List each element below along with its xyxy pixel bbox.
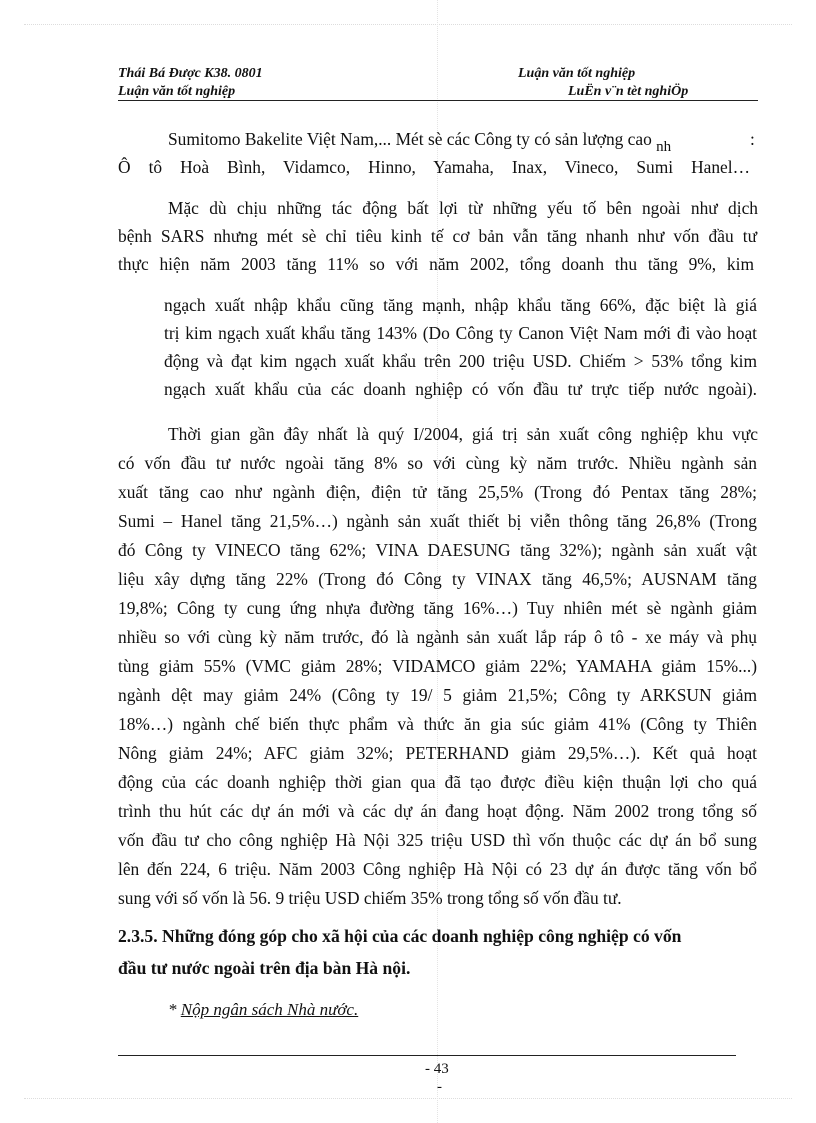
body-line-7: trị kim ngạch xuất khẩu tăng 143% (Do Công ty Canon Việt Nam mới đi vào hoạt bbox=[164, 323, 757, 343]
body-line-20: 18%…) ngành chế biến thực phẩm và thức ăn gia súc giảm 41% (Công ty Thiên bbox=[118, 714, 757, 734]
body-line-3: Mặc dù chịu những tác động bất lợi từ những yếu tố bên ngoài như dịch bbox=[168, 198, 758, 218]
page-number-dash: - bbox=[437, 1079, 442, 1095]
subheading bbox=[168, 1000, 358, 1020]
body-line-19: ngành dệt may giảm 24% (Công ty 19/ 5 giảm 21,5%; Công ty ARKSUN giảm bbox=[118, 685, 757, 705]
body-line-9: ngạch xuất khẩu của các doanh nghiệp có vốn đầu tư trực tiếp nước ngoài). bbox=[164, 379, 757, 399]
header-title-secondary: Luận văn tốt nghiệp bbox=[118, 84, 236, 99]
body-line-10: Thời gian gần đây nhất là quý I/2004, giá trị sản xuất công nghiệp khu vực bbox=[168, 424, 758, 444]
body-line-1: Sumitomo Bakelite Việt Nam,... Mét sè các Công ty có sản lượng cao nh bbox=[168, 129, 672, 155]
body-line-24: vốn đầu tư cho công nghiệp Hà Nội 325 triệu USD thì vốn thuộc các dự án bổ sung bbox=[118, 830, 757, 850]
body-line-4: bệnh SARS nhưng mét sè chỉ tiêu kinh tế cơ bản vẫn tăng nhanh như vốn đầu tư bbox=[118, 226, 757, 246]
body-line-5: thực hiện năm 2003 tăng 11% so với năm 2002, tổng doanh thu tăng 9%, kim bbox=[118, 254, 754, 274]
body-line-6: ngạch xuất nhập khẩu cũng tăng mạnh, nhập khẩu tăng 66%, đặc biệt là giá bbox=[164, 295, 757, 315]
body-line-25: lên đến 224, 6 triệu. Năm 2003 Công nghiệp Hà Nội có 23 dự án được tăng vốn bổ bbox=[118, 859, 757, 879]
header-title-garbled: LuËn v¨n tèt nghiÖp bbox=[568, 84, 689, 99]
header-author: Thái Bá Được K38. 0801 bbox=[118, 66, 263, 81]
body-line-16: 19,8%; Công ty cung ứng nhựa đường tăng 16%…) Tuy nhiên mét sè ngành giảm bbox=[118, 598, 757, 618]
body-line-21: Nông giảm 24%; AFC giảm 32%; PETERHAND giảm 29,5%…). Kết quả hoạt bbox=[118, 743, 757, 763]
page-number: - 43 bbox=[425, 1061, 449, 1077]
body-line-23: trình thu hút các dự án mới và các dự án đang hoạt động. Năm 2002 trong tổng số bbox=[118, 801, 757, 821]
section-heading-line-1: 2.3.5. Những đóng góp cho xã hội của các doanh nghiệp công nghiệp có vốn bbox=[118, 926, 682, 946]
body-line-2: Ô tô Hoà Bình, Vidamco, Hinno, Yamaha, Inax, Vineco, Sumi Hanel… bbox=[118, 157, 750, 177]
superscript-fragment: nh bbox=[656, 139, 672, 155]
body-line-26: sung với số vốn là 56. 9 triệu USD chiếm 35% trong tổng số vốn đầu tư. bbox=[118, 888, 622, 908]
body-line-15: liệu xây dựng tăng 22% (Trong đó Công ty VINAX tăng 46,5%; AUSNAM tăng bbox=[118, 569, 757, 589]
body-line-18: tùng giảm 55% (VMC giảm 28%; VIDAMCO giảm 22%; YAMAHA giảm 15%...) bbox=[118, 656, 757, 676]
section-heading-line-2: đầu tư nước ngoài trên địa bàn Hà nội. bbox=[118, 958, 411, 978]
body-line-22: động của các doanh nghiệp thời gian qua đã tạo được điều kiện thuận lợi cho quá bbox=[118, 772, 757, 792]
bottom-dotted-guide bbox=[24, 1098, 792, 1099]
body-line-13: Sumi – Hanel tăng 21,5%…) ngành sản xuất thiết bị viễn thông tăng 26,8% (Trong bbox=[118, 511, 757, 531]
footer-rule bbox=[118, 1055, 736, 1056]
header-rule bbox=[118, 100, 758, 101]
header-title: Luận văn tốt nghiệp bbox=[518, 66, 636, 81]
bullet-asterisk: * bbox=[168, 1000, 177, 1019]
body-line-17: nhiều so với cùng kỳ năm trước, đó là ngành sản xuất lắp ráp ô tô - xe máy và phụ bbox=[118, 627, 757, 647]
body-line-11: có vốn đầu tư nước ngoài tăng 8% so với cùng kỳ năm trước. Nhiều ngành sản bbox=[118, 453, 757, 473]
body-line-8: động và đạt kim ngạch xuất khẩu trên 200 triệu USD. Chiếm > 53% tổng kim bbox=[164, 351, 757, 371]
body-line-14: đó Công ty VINECO tăng 62%; VINA DAESUNG tăng 32%); ngành sản xuất vật bbox=[118, 540, 757, 560]
body-line-12: xuất tăng cao như ngành điện, điện tử tăng 25,5% (Trong đó Pentax tăng 28%; bbox=[118, 482, 757, 502]
top-dotted-guide bbox=[24, 24, 792, 25]
subheading-text: Nộp ngân sách Nhà nước. bbox=[180, 1000, 359, 1019]
trailing-colon: : bbox=[750, 129, 755, 149]
